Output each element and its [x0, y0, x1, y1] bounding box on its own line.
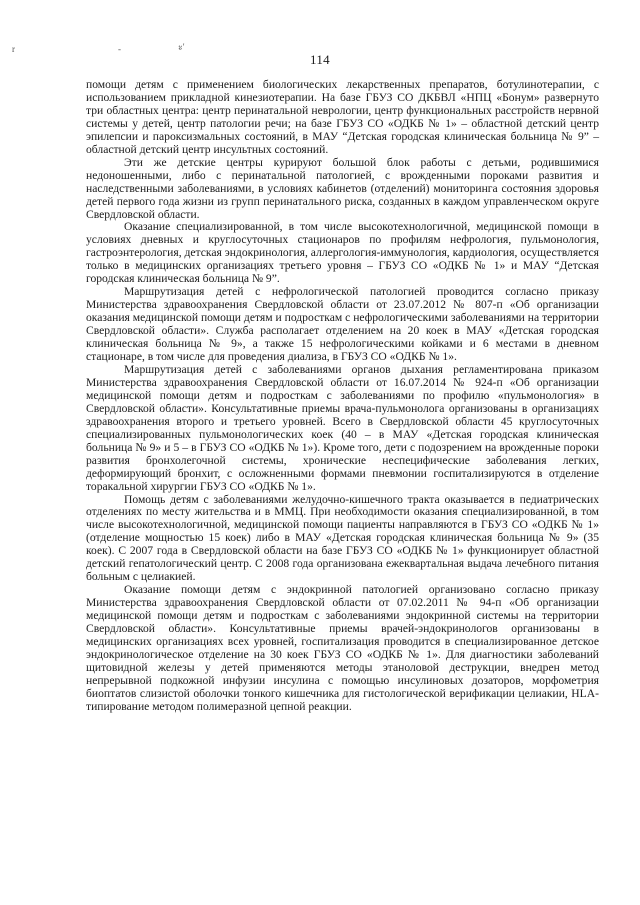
paragraph-pulmonology: Маршрутизация детей с заболеваниями органов дыхания регламентирована приказом Министерства здравоохранения Свердловской области от 16.07.2014 № 924-п «Об организации медицинской помощи детям и подросткам с заболеваниями по профилю «пульмонология» в Свердловской области». Консультативные приемы врача-пульмонолога организованы в организациях здравоохранения второго и третьего уровней. Всего в Свердловской области 45 круглосуточных специализированных пульмонологических коек (40 – в МАУ «Детская городская клиническая больница № 9» и 5 – в ГБУЗ СО «ОДКБ № 1»). Кроме того, дети с подозрением на врожденные пороки развития бронхолегочной системы, хронические неспецифические заболевания легких, деформирующий бронхит, с осложненными формами пневмонии госпитализируются в отделение торакальной хирургии ГБУЗ СО «ОДКБ № 1». — [86, 362, 599, 493]
paragraph-endocrinology: Оказание помощи детям с эндокринной патологией организовано согласно приказу Министерства здравоохранения Свердловской области от 07.02.2011 № 94-п «Об организации медицинской помощи детям и подросткам с заболеваниями эндокринной системы на территории Свердловской области». Консультативные приемы врачей-эндокринологов организованы в медицинских организациях всех уровней, госпитализация проводится в специализированное детское эндокринологическое отделение на 30 коек ГБУЗ СО «ОДКБ № 1». Для диагностики заболеваний щитовидной железы у детей применяются методы этаноловой деструкции, внедрен метод непрерывной подкожной инфузии инсулина с помощью инсулиновых дозаторов, морфометрия биоптатов слизистой оболочки тонкого кишечника для гистологической верификации целиакии, HLA-типирование методом полимеразной цепной реакции. — [86, 583, 599, 713]
paragraph-nephrology: Маршрутизация детей с нефрологической патологией проводится согласно приказу Министерства здравоохранения Свердловской области от 23.07.2012 № 807-п «Об организации оказания медицинской помощи детям и подросткам с нефрологическими заболеваниями на территории Свердловской области». Служба располагает отделением на 20 коек в МАУ «Детская городская клиническая больница № 9», а также 15 нефрологическими койками и 6 местами в дневном стационаре, в том числе для проведения диализа, в ГБУЗ СО «ОДКБ № 1». — [86, 285, 599, 364]
scan-artifact-mark: - — [118, 44, 121, 54]
document-body — [86, 79, 599, 714]
paragraph-specialized-care: Оказание специализированной, в том числе высокотехнологичной, медицинской помощи в условиях дневных и круглосуточных стационаров по профилям нефрология, пульмонология, гастроэнтерология, детская эндокринология, аллергология-иммунология, кардиология, осуществляется только в медицинских организациях третьего уровня – ГБУЗ СО «ОДКБ № 1» и МАУ “Детская городская клиническая больница № 9”. — [86, 220, 599, 286]
page-number: 114 — [310, 52, 330, 67]
scan-artifact-mark: r — [12, 44, 15, 54]
paragraph-perinatal-centers: Эти же детские центры курируют большой блок работы с детьми, родившимися недоношенными, либо с перинатальной патологией, с врожденными пороками развития и наследственными заболеваниями, в условиях кабинетов (отделений) мониторинга состояния здоровья детей первого года жизни из групп перинатального риска, созданных в каждом управленческом округе Свердловской области. — [86, 155, 599, 221]
paragraph-gastroenterology: Помощь детям с заболеваниями желудочно-кишечного тракта оказывается в педиатрических отделениях по месту жительства и в ММЦ. При необходимости оказания специализированной, в том числе высокотехнологичной, медицинской помощи пациенты направляются в ГБУЗ СО «ОДКБ № 1» (отделение мощностью 15 коек) либо в МАУ «Детская городская клиническая больница № 9» (35 коек). С 2007 года в Свердловской области на базе ГБУЗ СО «ОДКБ № 1» функционирует областной детский гепатологический центр. С 2008 года организована ежеквартальная выдача лечебного питания больным с целиакией. — [86, 492, 599, 584]
scan-artifact-mark: ะ' — [178, 42, 185, 52]
paragraph-continuation: помощи детям с применением биологических лекарственных препаратов, ботулинотерапии, с использованием прикладной кинезиотерапии. На базе ГБУЗ СО ДКБВЛ «НПЦ «Бонум» развернуто три областных центра: центр перинатальной неврологии, центр функциональных расстройств нервной системы у детей, центр патологии речи; на базе ГБУЗ СО «ОДКБ № 1» – областной детский центр эпилепсии и пароксизмальных состояний, в МАУ “Детская городская клиническая больница № 9” – областной детский центр инсультных состояний. — [86, 78, 599, 156]
